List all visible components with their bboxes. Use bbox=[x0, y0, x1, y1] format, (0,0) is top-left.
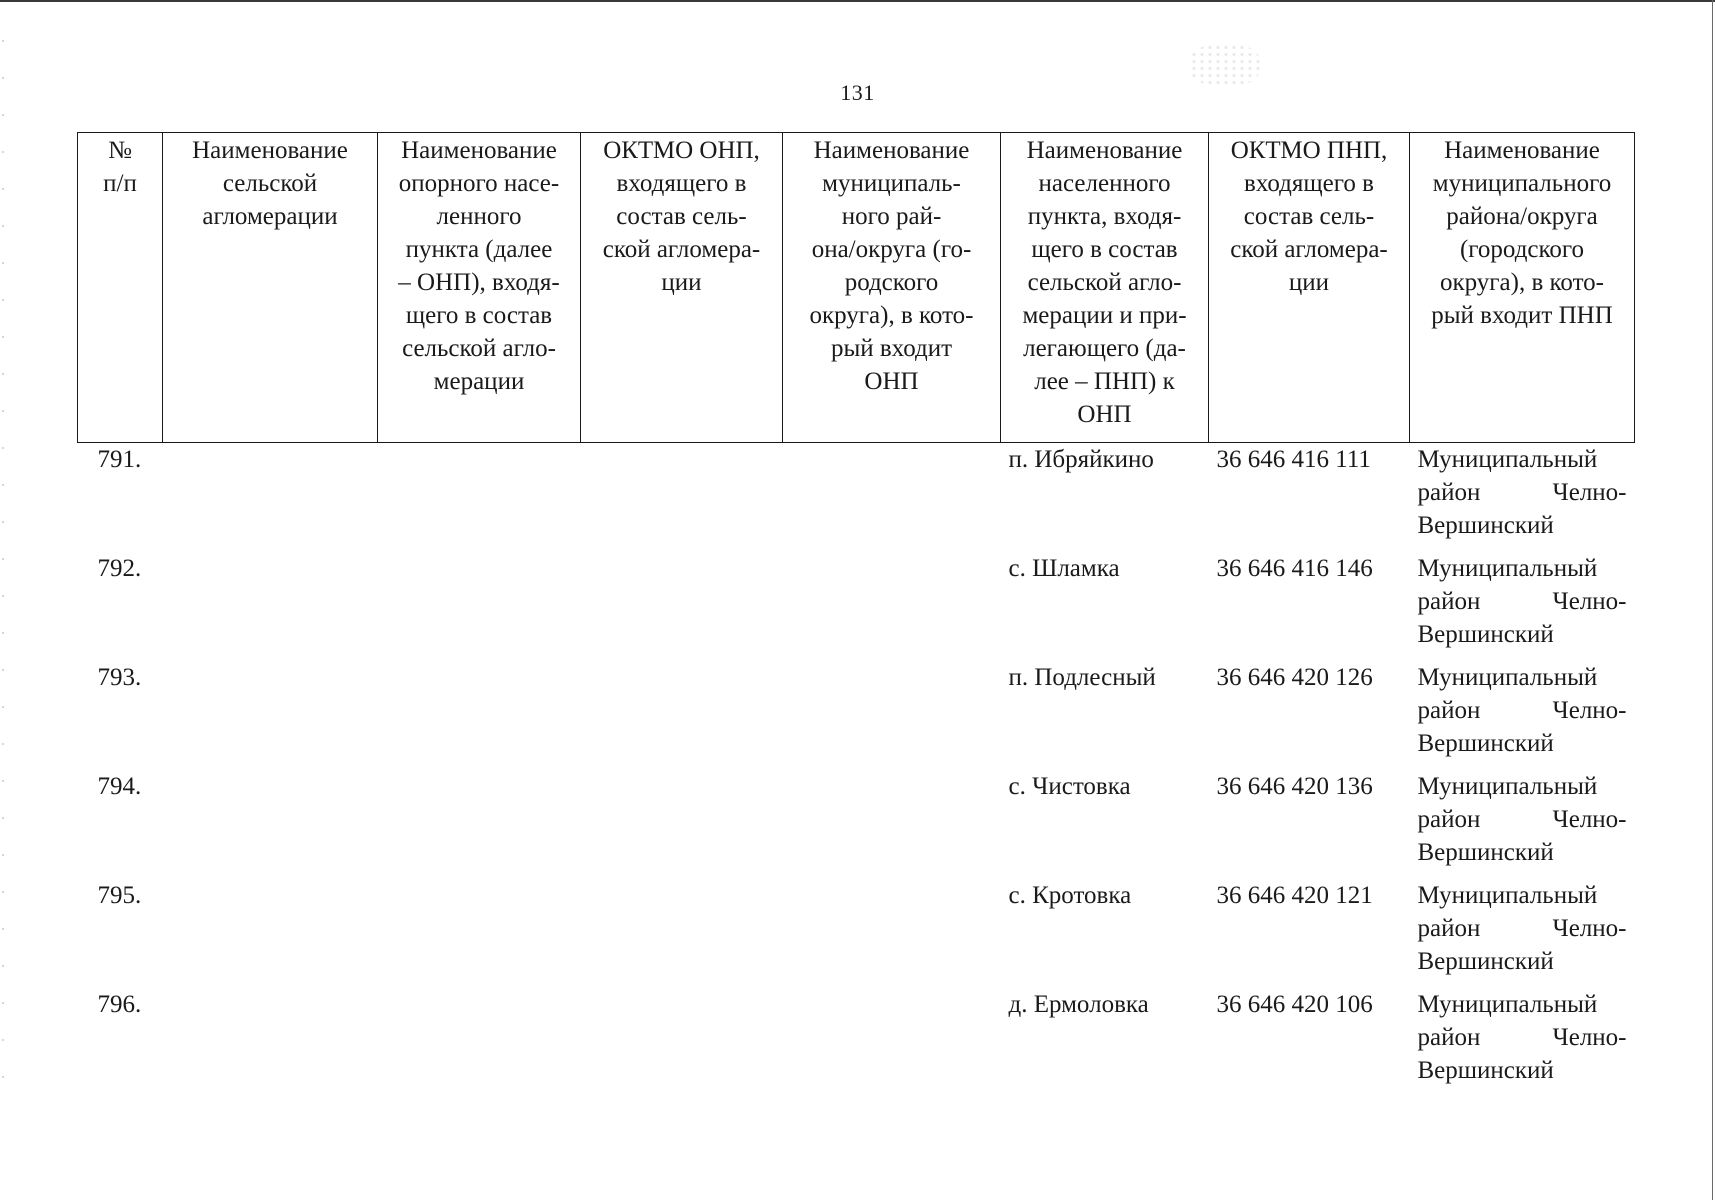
agglomeration-cell bbox=[163, 988, 378, 1097]
header-line: агломерации bbox=[202, 203, 338, 230]
table-body bbox=[78, 443, 1635, 1098]
onp-oktmo-cell bbox=[581, 552, 783, 661]
header-line: щего в состав bbox=[1031, 236, 1178, 263]
pnp-district-cell: Муниципальный район Челно- Вершинский bbox=[1417, 664, 1627, 757]
header-cell bbox=[378, 133, 581, 443]
page-top-rule bbox=[0, 0, 1715, 2]
pnp-oktmo-cell: 36 646 420 121 bbox=[1216, 882, 1373, 909]
header-line: (городского bbox=[1459, 236, 1585, 263]
pnp-name-cell: п. Ибряйкино bbox=[1008, 446, 1154, 473]
onp-name-cell bbox=[378, 443, 581, 553]
header-line: ОКТМО ПНП, bbox=[1230, 137, 1388, 164]
table-header-row bbox=[78, 133, 1635, 443]
header-line: Наименование bbox=[1444, 137, 1600, 164]
agglomeration-cell bbox=[163, 661, 378, 770]
header-line: легающего (да- bbox=[1023, 335, 1186, 362]
header-line: рый входит bbox=[830, 335, 953, 362]
header-line: муниципального bbox=[1432, 170, 1612, 197]
row-number-cell: 793. bbox=[97, 664, 142, 691]
table-row bbox=[78, 443, 1635, 553]
header-line: пункта (далее bbox=[405, 236, 553, 263]
header-line: входящего в bbox=[616, 170, 747, 197]
header-line: состав сель- bbox=[1243, 203, 1375, 230]
pnp-oktmo-cell: 36 646 416 111 bbox=[1216, 446, 1371, 473]
table-row bbox=[78, 770, 1635, 879]
pnp-oktmo-cell: 36 646 416 146 bbox=[1216, 555, 1373, 582]
header-line: округа), в кото- bbox=[1439, 269, 1604, 296]
onp-name-cell bbox=[378, 988, 581, 1097]
header-line: ОНП bbox=[1077, 401, 1132, 428]
pnp-district-cell: Муниципальный район Челно- Вершинский bbox=[1417, 555, 1627, 648]
header-cell bbox=[783, 133, 1001, 443]
pnp-name-cell: с. Чистовка bbox=[1008, 773, 1131, 800]
onp-district-cell bbox=[783, 661, 1001, 770]
table-row bbox=[78, 879, 1635, 988]
header-line: ОКТМО ОНП, bbox=[603, 137, 760, 164]
pnp-district-cell: Муниципальный район Челно- Вершинский bbox=[1417, 882, 1627, 975]
page-right-edge bbox=[1712, 0, 1713, 1200]
header-cell bbox=[581, 133, 783, 443]
agglomeration-cell bbox=[163, 552, 378, 661]
agglomeration-cell bbox=[163, 443, 378, 553]
header-line: пункта, входя- bbox=[1027, 203, 1182, 230]
row-number-cell: 794. bbox=[97, 773, 142, 800]
header-line: – ОНП), входя- bbox=[398, 269, 560, 296]
header-line: сельской агло- bbox=[402, 335, 556, 362]
table-row bbox=[78, 988, 1635, 1097]
header-line: ленного bbox=[436, 203, 522, 230]
onp-oktmo-cell bbox=[581, 879, 783, 988]
header-cell bbox=[1209, 133, 1410, 443]
header-line: муниципаль- bbox=[822, 170, 961, 197]
onp-oktmo-cell bbox=[581, 988, 783, 1097]
onp-district-cell bbox=[783, 988, 1001, 1097]
agglomeration-table bbox=[77, 132, 1635, 1097]
header-line: Наименование bbox=[401, 137, 557, 164]
header-line: ОНП bbox=[864, 368, 919, 395]
agglomeration-cell bbox=[163, 770, 378, 879]
row-number-cell: 796. bbox=[97, 991, 142, 1018]
onp-district-cell bbox=[783, 443, 1001, 553]
header-line: Наименование bbox=[1026, 137, 1183, 164]
header-line: ции bbox=[1288, 269, 1330, 296]
header-line: района/округа bbox=[1446, 203, 1598, 230]
table-row bbox=[78, 661, 1635, 770]
header-line: щего в состав bbox=[405, 302, 553, 329]
scan-edge-specks bbox=[2, 40, 4, 1090]
header-line: ного рай- bbox=[841, 203, 942, 230]
header-line: ской агломера- bbox=[602, 236, 761, 263]
header-cell bbox=[163, 133, 378, 443]
pnp-district-cell: Муниципальный район Челно- Вершинский bbox=[1417, 773, 1627, 866]
pnp-name-cell: п. Подлесный bbox=[1008, 664, 1156, 691]
onp-name-cell bbox=[378, 552, 581, 661]
onp-district-cell bbox=[783, 770, 1001, 879]
header-cell bbox=[1410, 133, 1635, 443]
pnp-name-cell: с. Кротовка bbox=[1008, 882, 1132, 909]
pnp-oktmo-cell: 36 646 420 136 bbox=[1216, 773, 1373, 800]
pnp-name-cell: с. Шламка bbox=[1008, 555, 1120, 582]
onp-oktmo-cell bbox=[581, 443, 783, 553]
agglomeration-cell bbox=[163, 879, 378, 988]
header-line: сельской агло- bbox=[1027, 269, 1182, 296]
header-line: состав сель- bbox=[616, 203, 747, 230]
page-number: 131 bbox=[840, 80, 875, 105]
header-line: ской агломера- bbox=[1230, 236, 1388, 263]
header-line: сельской bbox=[222, 170, 318, 197]
row-number-cell: 795. bbox=[97, 882, 142, 909]
header-line: опорного насе- bbox=[398, 170, 560, 197]
row-number-cell: 792. bbox=[97, 555, 142, 582]
pnp-name-cell: д. Ермоловка bbox=[1008, 991, 1149, 1018]
pnp-district-cell: Муниципальный район Челно- Вершинский bbox=[1417, 991, 1627, 1084]
header-line: лее – ПНП) к bbox=[1034, 368, 1175, 395]
pnp-district-cell: Муниципальный район Челно- Вершинский bbox=[1417, 446, 1627, 539]
header-line: № bbox=[108, 137, 132, 164]
onp-oktmo-cell bbox=[581, 770, 783, 879]
pnp-oktmo-cell: 36 646 420 106 bbox=[1216, 991, 1373, 1018]
onp-name-cell bbox=[378, 879, 581, 988]
onp-name-cell bbox=[378, 770, 581, 879]
header-line: рый входит ПНП bbox=[1431, 302, 1613, 329]
header-line: Наименование bbox=[192, 137, 348, 164]
header-line: она/округа (го- bbox=[811, 236, 972, 263]
header-line: населенного bbox=[1038, 170, 1171, 197]
header-line: ции bbox=[661, 269, 702, 296]
header-line: мерации и при- bbox=[1022, 302, 1187, 329]
onp-district-cell bbox=[783, 879, 1001, 988]
header-line: мерации bbox=[433, 368, 525, 395]
header-line: родского bbox=[844, 269, 939, 296]
header-cell bbox=[1001, 133, 1209, 443]
header-cell bbox=[78, 133, 163, 443]
table-row bbox=[78, 552, 1635, 661]
onp-district-cell bbox=[783, 552, 1001, 661]
onp-oktmo-cell bbox=[581, 661, 783, 770]
header-line: входящего в bbox=[1244, 170, 1374, 197]
onp-name-cell bbox=[378, 661, 581, 770]
header-line: Наименование bbox=[813, 137, 970, 164]
header-line: округа), в кото- bbox=[809, 302, 974, 329]
row-number-cell: 791. bbox=[97, 446, 142, 473]
header-line: п/п bbox=[103, 170, 137, 197]
pnp-oktmo-cell: 36 646 420 126 bbox=[1216, 664, 1373, 691]
